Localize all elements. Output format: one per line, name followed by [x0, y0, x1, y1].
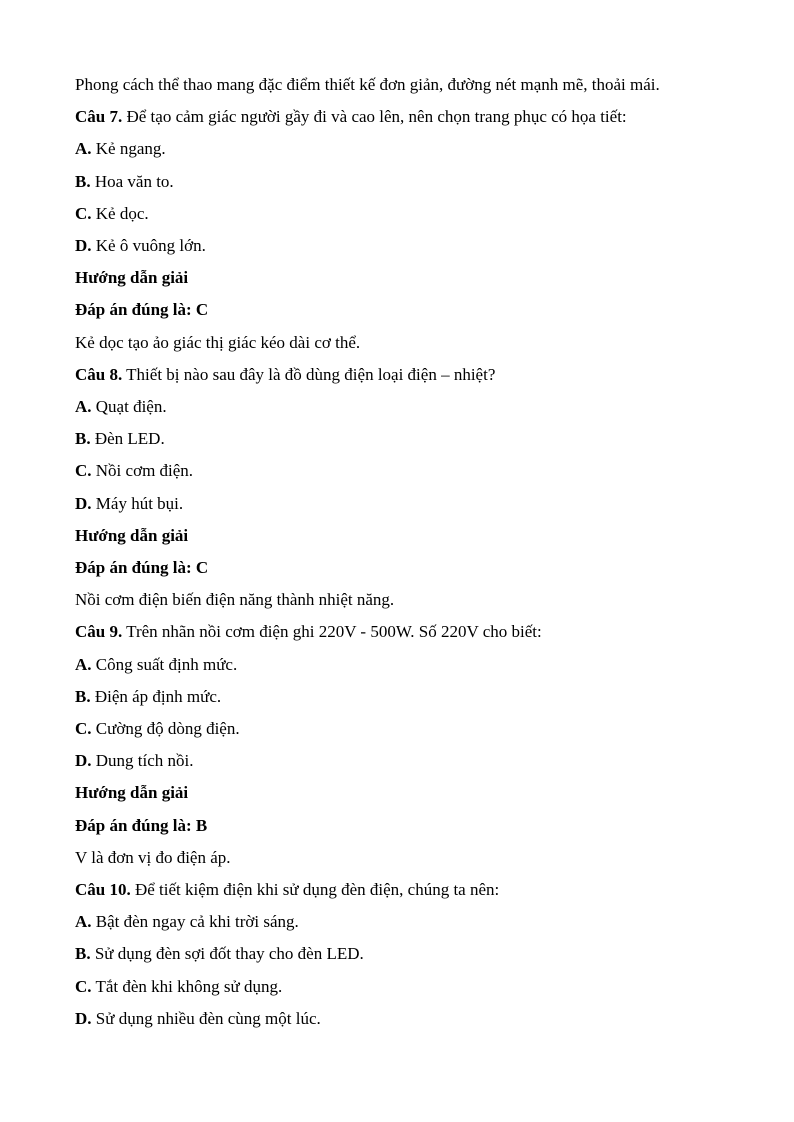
paragraph-text: Quạt điện.: [91, 397, 167, 417]
bold-prefix: C.: [75, 719, 92, 739]
paragraph-text: Kẻ dọc tạo ảo giác thị giác kéo dài cơ thể.: [75, 332, 361, 352]
paragraph: [75, 455, 736, 487]
paragraph-text: Cường độ dòng điện.: [91, 719, 240, 739]
paragraph: [75, 520, 736, 552]
bold-prefix: Câu 8.: [75, 364, 123, 384]
paragraph: [75, 810, 736, 842]
paragraph: [75, 198, 736, 230]
paragraph: [75, 938, 736, 970]
paragraph: [75, 971, 736, 1003]
paragraph: [75, 133, 736, 165]
bold-prefix: D.: [75, 751, 92, 771]
paragraph: [75, 359, 736, 391]
paragraph-text: Trên nhãn nồi cơm điện ghi 220V - 500W. Số 220V cho biết:: [122, 622, 542, 642]
paragraph-text: Đèn LED.: [90, 429, 165, 449]
paragraph: [75, 166, 736, 198]
paragraph-text: Tắt đèn khi không sử dụng.: [91, 976, 283, 996]
paragraph: [75, 69, 736, 101]
paragraph: [75, 616, 736, 648]
bold-prefix: A.: [75, 654, 92, 674]
paragraph-text: Bật đèn ngay cả khi trời sáng.: [91, 912, 299, 932]
paragraph-text: Sử dụng nhiều đèn cùng một lúc.: [91, 1008, 321, 1028]
paragraph-text: Công suất định mức.: [91, 654, 238, 674]
paragraph: [75, 649, 736, 681]
bold-prefix: Hướng dẫn giải: [75, 525, 189, 545]
paragraph-text: Phong cách thể thao mang đặc điểm thiết kế đơn giản, đường nét mạnh mẽ, thoải mái.: [75, 75, 660, 94]
paragraph-text: Điện áp định mức.: [90, 686, 222, 706]
bold-prefix: Đáp án đúng là: B: [75, 815, 208, 835]
bold-prefix: Câu 7.: [75, 107, 123, 127]
paragraph-text: Nồi cơm điện biến điện năng thành nhiệt năng.: [75, 590, 395, 610]
bold-prefix: C.: [75, 203, 92, 223]
paragraph: [75, 906, 736, 938]
bold-prefix: A.: [75, 397, 92, 417]
paragraph-text: Hoa văn to.: [90, 171, 174, 191]
paragraph: [75, 101, 736, 133]
paragraph: [75, 777, 736, 809]
paragraph: [75, 488, 736, 520]
bold-prefix: B.: [75, 429, 91, 449]
paragraph-text: Kẻ ô vuông lớn.: [91, 236, 206, 256]
paragraph: [75, 423, 736, 455]
paragraph: [75, 294, 736, 326]
paragraph-text: Máy hút bụi.: [91, 493, 184, 513]
paragraph: [75, 391, 736, 423]
paragraph-text: Kẻ dọc.: [91, 203, 149, 223]
paragraph-text: Thiết bị nào sau đây là đồ dùng điện loại điện – nhiệt?: [122, 364, 496, 384]
bold-prefix: Câu 10.: [75, 880, 131, 900]
bold-prefix: C.: [75, 976, 92, 996]
bold-prefix: Đáp án đúng là: C: [75, 300, 209, 320]
paragraph: [75, 713, 736, 745]
bold-prefix: Hướng dẫn giải: [75, 268, 189, 288]
paragraph: [75, 745, 736, 777]
paragraph: [75, 842, 736, 874]
paragraph-text: Sử dụng đèn sợi đốt thay cho đèn LED.: [90, 944, 364, 964]
paragraph: [75, 681, 736, 713]
paragraph: [75, 262, 736, 294]
document-content: [75, 69, 736, 1035]
bold-prefix: A.: [75, 139, 92, 159]
paragraph-text: Dung tích nồi.: [91, 751, 194, 771]
paragraph-text: V là đơn vị đo điện áp.: [75, 847, 231, 867]
paragraph: [75, 874, 736, 906]
bold-prefix: B.: [75, 944, 91, 964]
paragraph: [75, 584, 736, 616]
paragraph-text: Kẻ ngang.: [91, 139, 166, 159]
paragraph: [75, 552, 736, 584]
bold-prefix: Đáp án đúng là: C: [75, 558, 209, 578]
paragraph: [75, 1003, 736, 1035]
paragraph-text: Để tiết kiệm điện khi sử dụng đèn điện, chúng ta nên:: [130, 880, 500, 900]
bold-prefix: D.: [75, 493, 92, 513]
paragraph-text: Để tạo cảm giác người gầy đi và cao lên, nên chọn trang phục có họa tiết:: [122, 107, 627, 127]
bold-prefix: C.: [75, 461, 92, 481]
bold-prefix: A.: [75, 912, 92, 932]
bold-prefix: Câu 9.: [75, 622, 123, 642]
bold-prefix: D.: [75, 236, 92, 256]
paragraph-text: Nồi cơm điện.: [91, 461, 194, 481]
bold-prefix: B.: [75, 686, 91, 706]
bold-prefix: B.: [75, 171, 91, 191]
paragraph: [75, 230, 736, 262]
bold-prefix: Hướng dẫn giải: [75, 783, 189, 803]
bold-prefix: D.: [75, 1008, 92, 1028]
paragraph: [75, 327, 736, 359]
